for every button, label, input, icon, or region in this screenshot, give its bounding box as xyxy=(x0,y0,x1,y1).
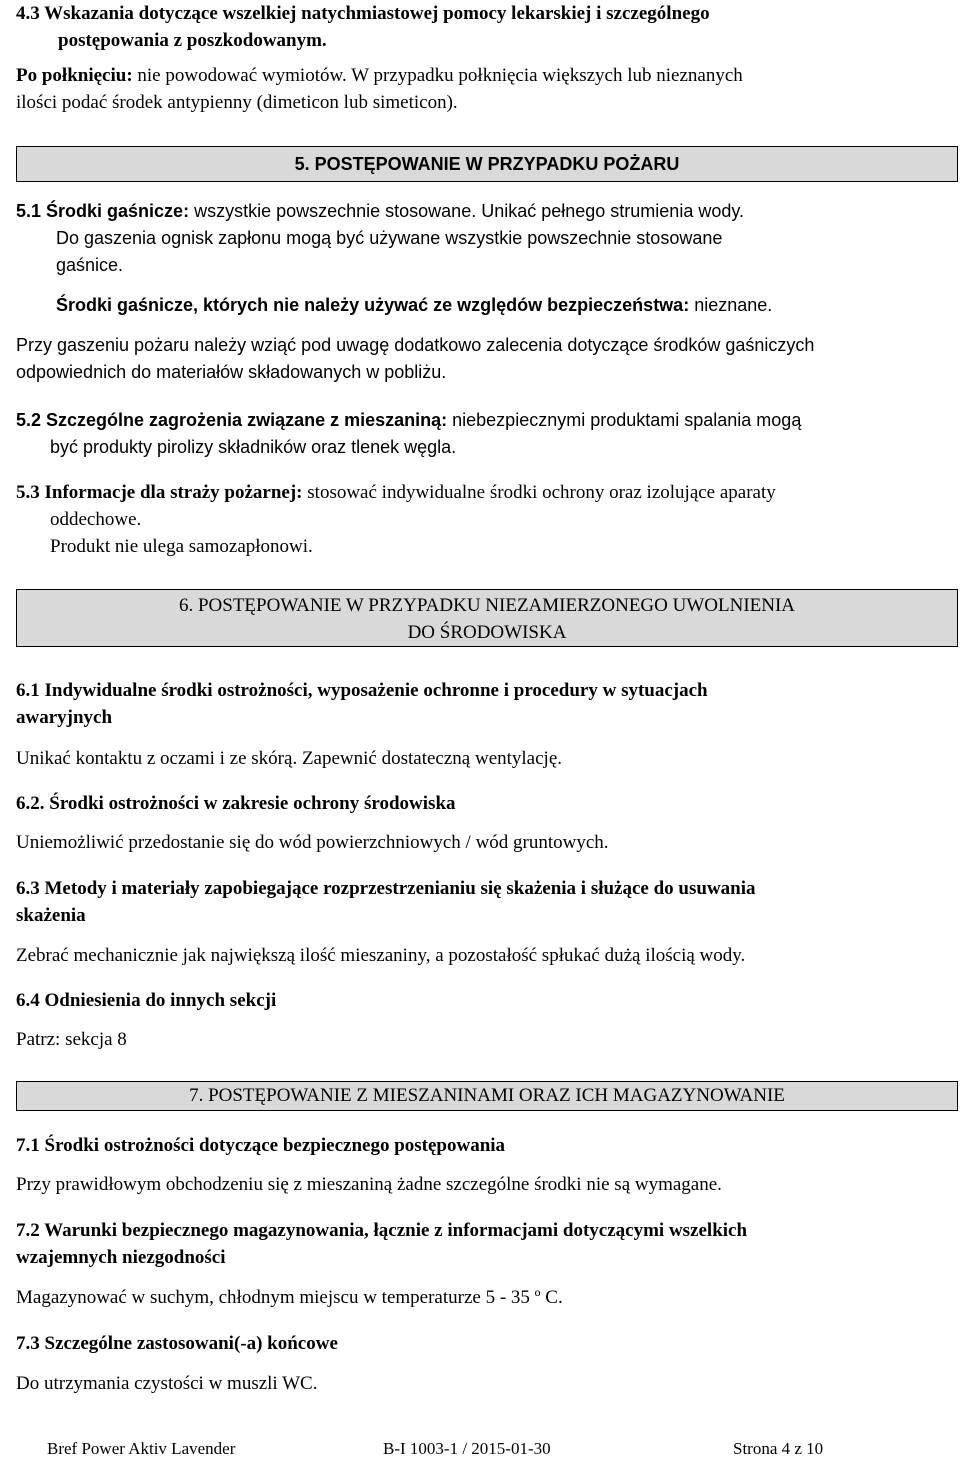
heading-line: 7.2 Warunki bezpiecznego magazynowania, łącznie z informacjami dotyczącymi wszelkich xyxy=(16,1220,748,1241)
paragraph-text: wszystkie powszechnie stosowane. Unikać pełnego strumienia wody. xyxy=(189,201,745,221)
footer-document-code: B-I 1003-1 / 2015-01-30 xyxy=(383,1439,551,1458)
paragraph-line: odpowiednich do materiałów składowanych w pobliżu. xyxy=(16,362,447,382)
section-6-4-heading: 6.4 Odniesienia do innych sekcji xyxy=(16,990,277,1011)
lead-label: 5.3 Informacje dla straży pożarnej: xyxy=(16,482,303,503)
paragraph-line: Przy gaszeniu pożaru należy wziąć pod uwagę dodatkowo zalecenia dotyczące środków gaśniczych xyxy=(16,335,815,355)
section-6-1-heading xyxy=(16,677,708,731)
heading-line: 6.1 Indywidualne środki ostrożności, wyposażenie ochronne i procedury w sytuacjach xyxy=(16,680,708,701)
section-7-3-heading: 7.3 Szczególne zastosowani(-a) końcowe xyxy=(16,1333,338,1354)
section-7-1-text: Przy prawidłowym obchodzeniu się z mieszaniną żadne szczególne środki nie są wymagane. xyxy=(16,1174,722,1195)
lead-label: 5.1 Środki gaśnicze: xyxy=(16,201,190,221)
section-6-2-text: Uniemożliwić przedostanie się do wód powierzchniowych / wód gruntowych. xyxy=(16,832,609,853)
paragraph-line xyxy=(16,479,776,506)
section-7-3-text: Do utrzymania czystości w muszli WC. xyxy=(16,1373,318,1394)
section-5-1-restrictions xyxy=(56,292,772,319)
section-5-1-note xyxy=(16,332,814,386)
section-7-1-heading: 7.1 Środki ostrożności dotyczące bezpiecznego postępowania xyxy=(16,1135,506,1156)
paragraph-text: niebezpiecznymi produktami spalania mogą xyxy=(447,410,802,430)
paragraph-line: Produkt nie ulega samozapłonowi. xyxy=(50,536,313,557)
paragraph-text: nieznane. xyxy=(689,295,773,315)
heading-line: skażenia xyxy=(16,905,86,926)
section-title: 5. POSTĘPOWANIE W PRZYPADKU POŻARU xyxy=(294,154,680,174)
section-5-3 xyxy=(16,479,776,560)
paragraph-line: Do gaszenia ognisk zapłonu mogą być używane wszystkie powszechnie stosowane xyxy=(56,228,723,248)
section-7-header xyxy=(16,1081,958,1111)
section-5-2 xyxy=(16,407,801,461)
section-title: DO ŚRODOWISKA xyxy=(407,622,567,643)
section-title: 6. POSTĘPOWANIE W PRZYPADKU NIEZAMIERZONEGO UWOLNIENIA xyxy=(178,595,796,616)
section-7-2-heading xyxy=(16,1217,747,1271)
heading-line: awaryjnych xyxy=(16,707,113,728)
paragraph-line xyxy=(16,198,744,225)
footer-product: Bref Power Aktiv Lavender xyxy=(47,1439,236,1458)
section-6-4-text: Patrz: sekcja 8 xyxy=(16,1029,127,1050)
heading-line: 4.3 Wskazania dotyczące wszelkiej natychmiastowej pomocy lekarskiej i szczególnego xyxy=(16,3,710,24)
section-5-header xyxy=(16,146,958,182)
section-6-1-text: Unikać kontaktu z oczami i ze skórą. Zapewnić dostateczną wentylację. xyxy=(16,748,563,769)
heading-line: 6.3 Metody i materiały zapobiegające rozprzestrzenianiu się skażenia i służące do usuwania xyxy=(16,878,756,899)
section-6-2-heading: 6.2. Środki ostrożności w zakresie ochrony środowiska xyxy=(16,793,456,814)
section-6-3-text: Zebrać mechanicznie jak największą ilość mieszaniny, a pozostałość spłukać dużą ilością wody. xyxy=(16,945,746,966)
paragraph-line: ilości podać środek antypienny (dimeticon lub simeticon). xyxy=(16,92,458,113)
paragraph-line: gaśnice. xyxy=(56,255,124,275)
paragraph-line xyxy=(16,62,743,89)
lead-label: 5.2 Szczególne zagrożenia związane z mieszaniną: xyxy=(16,410,448,430)
section-6-header xyxy=(16,589,958,647)
paragraph-line: oddechowe. xyxy=(50,509,142,530)
lead-label: Środki gaśnicze, których nie należy używać ze względów bezpieczeństwa: xyxy=(56,295,690,315)
section-4-3-text xyxy=(16,62,743,116)
footer-page-number: Strona 4 z 10 xyxy=(733,1439,824,1458)
heading-line: wzajemnych niezgodności xyxy=(16,1247,226,1268)
lead-label: Po połknięciu: xyxy=(16,65,133,86)
paragraph-text: nie powodować wymiotów. W przypadku połknięcia większych lub nieznanych xyxy=(132,65,743,86)
paragraph-line xyxy=(16,407,801,434)
section-5-1 xyxy=(16,198,744,279)
section-4-3-heading xyxy=(16,0,710,54)
section-7-2-text: Magazynować w suchym, chłodnym miejscu w temperaturze 5 - 35 º C. xyxy=(16,1287,563,1308)
paragraph-text: stosować indywidualne środki ochrony oraz izolujące aparaty xyxy=(302,482,776,503)
heading-line: postępowania z poszkodowanym. xyxy=(58,30,327,51)
section-title: 7. POSTĘPOWANIE Z MIESZANINAMI ORAZ ICH MAGAZYNOWANIE xyxy=(189,1085,785,1106)
paragraph-line: być produkty pirolizy składników oraz tlenek węgla. xyxy=(50,437,457,457)
section-6-3-heading xyxy=(16,875,756,929)
